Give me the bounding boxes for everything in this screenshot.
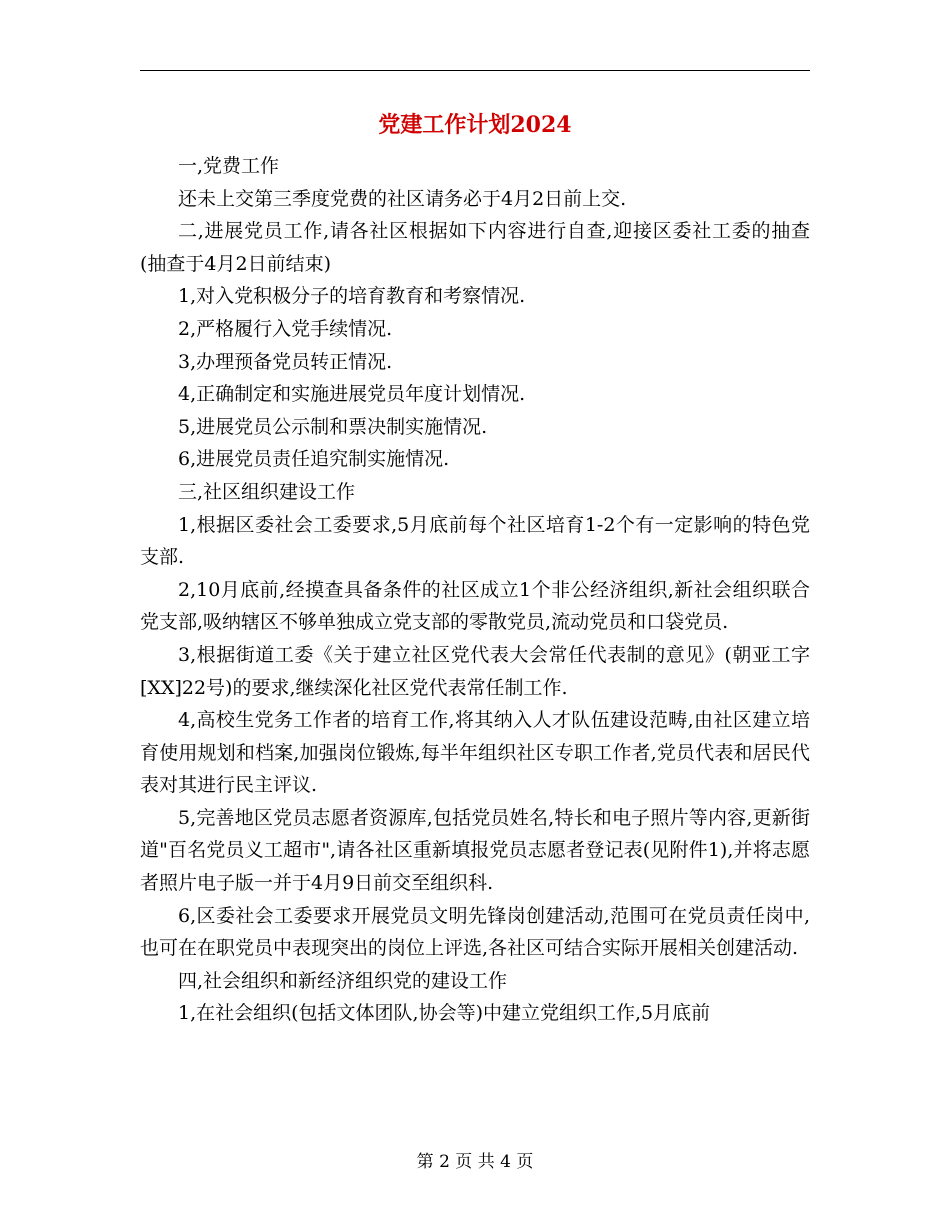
- list-item: 5,完善地区党员志愿者资源库,包括党员姓名,特长和电子照片等内容,更新街道"百名党员义工超市",请各社区重新填报党员志愿者登记表(见附件1),并将志愿者照片电子版一并于4月9日前交至组织科.: [140, 806, 810, 895]
- list-item: 5,进展党员公示制和票决制实施情况.: [178, 415, 488, 438]
- paragraph-section-2-heading: 二,进展党员工作,请各社区根据如下内容进行自查,迎接区委社工委的抽查(抽查于4月2日前结束): [140, 220, 810, 275]
- list-item: 4,高校生党务工作者的培育工作,将其纳入人才队伍建设范畴,由社区建立培育使用规划和档案,加强岗位锻炼,每半年组织社区专职工作者,党员代表和居民代表对其进行民主评议.: [140, 709, 810, 797]
- list-item: 6,进展党员责任追究制实施情况.: [178, 448, 450, 471]
- list-item: 1,在社会组织(包括文体团队,协会等)中建立党组织工作,5月底前: [178, 1002, 711, 1025]
- document-body: [140, 150, 810, 1030]
- list-item: 2,严格履行入党手续情况.: [178, 317, 393, 340]
- document-title: 党建工作计划2024: [378, 112, 572, 138]
- paragraph: 还未上交第三季度党费的社区请务必于4月2日前上交.: [178, 187, 627, 210]
- list-item: 4,正确制定和实施进展党员年度计划情况.: [178, 383, 526, 406]
- list-item: 1,对入党积极分子的培育教育和考察情况.: [178, 285, 526, 308]
- list-item: 3,根据街道工委《关于建立社区党代表大会常任代表制的意见》(朝亚工字[XX]22号)的要求,继续深化社区党代表常任制工作.: [140, 643, 810, 699]
- page-footer: 第 2 页 共 4 页: [416, 1152, 534, 1172]
- paragraph-section-1-heading: 一,党费工作: [178, 155, 280, 177]
- list-item: 6,区委社会工委要求开展党员文明先锋岗创建活动,范围可在党员责任岗中,也可在在职党员中表现突出的岗位上评选,各社区可结合实际开展相关创建活动.: [140, 904, 810, 960]
- list-item: 1,根据区委社会工委要求,5月底前每个社区培育1-2个有一定影响的特色党支部.: [140, 513, 810, 569]
- header-rule: [140, 70, 810, 71]
- list-item: 3,办理预备党员转正情况.: [178, 350, 393, 373]
- list-item: 2,10月底前,经摸查具备条件的社区成立1个非公经济组织,新社会组织联合党支部,吸纳辖区不够单独成立党支部的零散党员,流动党员和口袋党员.: [140, 578, 810, 634]
- paragraph-section-3-heading: 三,社区组织建设工作: [178, 480, 356, 503]
- paragraph-section-4-heading: 四,社会组织和新经济组织党的建设工作: [178, 969, 508, 992]
